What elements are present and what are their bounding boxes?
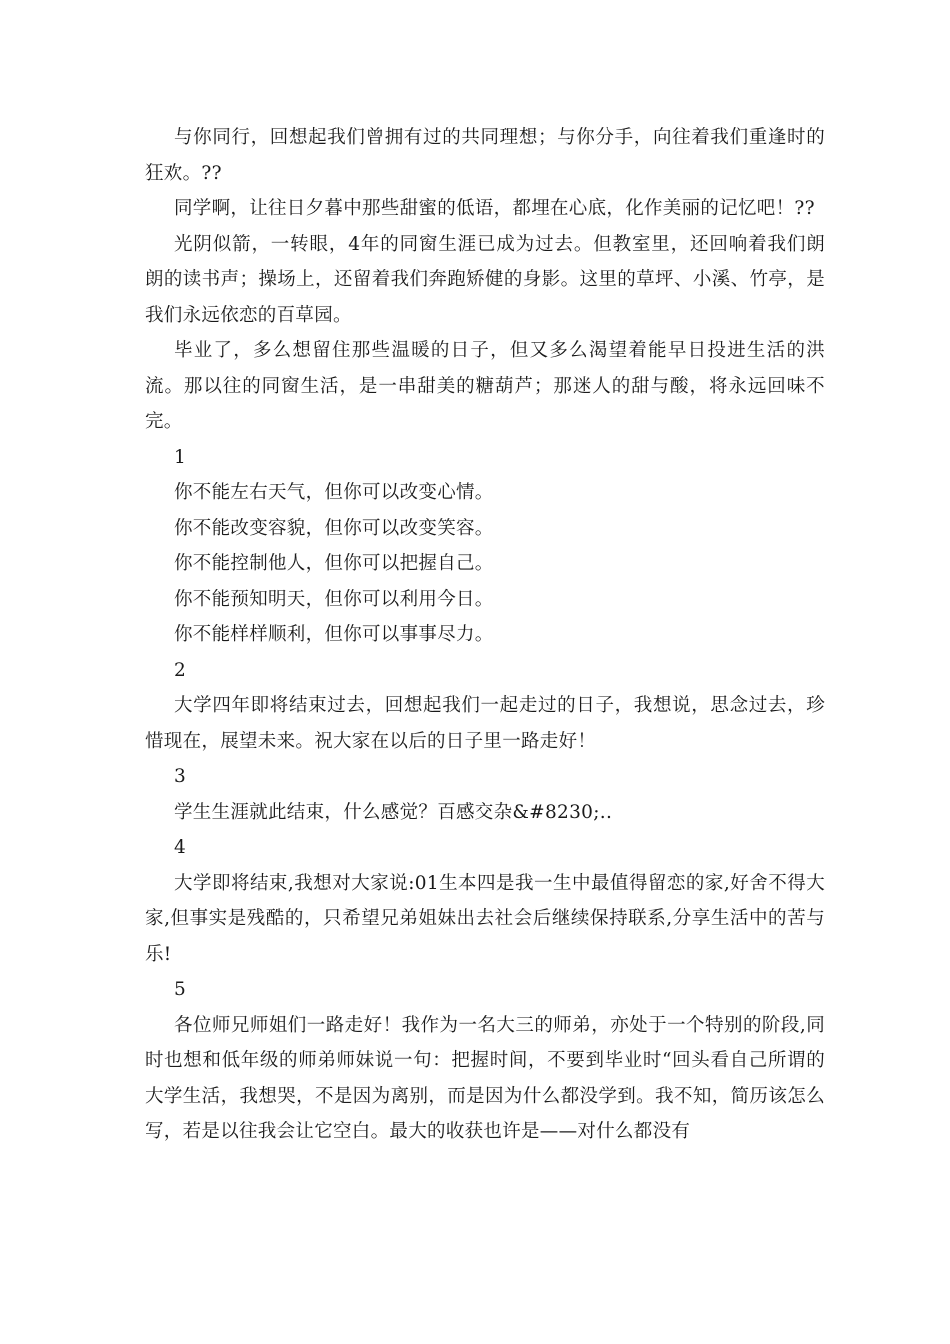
paragraph-10: 大学四年即将结束过去，回想起我们一起走过的日子，我想说，思念过去，珍惜现在，展望未来。祝大家在以后的日子里一路走好！ <box>145 695 825 752</box>
paragraph-8: 你不能预知明天，但你可以利用今日。 <box>174 588 494 610</box>
paragraph-3: 光阴似箭，一转眼，4年的同窗生涯已成为过去。但教室里，还回响着我们朗朗的读书声；操场上，还留着我们奔跑矫健的身影。这里的草坪、小溪、竹亭，是我们永远依恋的百草园。 <box>145 233 825 326</box>
section-number-3: 3 <box>174 766 187 787</box>
paragraph-11: 学生生涯就此结束，什么感觉？百感交杂&#8230;.. <box>174 801 613 823</box>
paragraph-1: 与你同行，回想起我们曾拥有过的共同理想；与你分手，向往着我们重逢时的狂欢。?? <box>145 127 825 184</box>
paragraph-2: 同学啊，让往日夕暮中那些甜蜜的低语，都埋在心底，化作美丽的记忆吧！?? <box>174 198 815 219</box>
paragraph-7: 你不能控制他人，但你可以把握自己。 <box>174 553 494 574</box>
paragraph-9: 你不能样样顺利，但你可以事事尽力。 <box>174 624 494 645</box>
section-number-4: 4 <box>174 837 187 858</box>
paragraph-12: 大学即将结束,我想对大家说:01生本四是我一生中最值得留恋的家,好舍不得大家,但事实是残酷的，只希望兄弟姐妹出去社会后继续保持联系,分享生活中的苦与乐! <box>145 872 825 965</box>
paragraph-13: 各位师兄师姐们一路走好！我作为一名大三的师弟，亦处于一个特别的阶段,同时也想和低年级的师弟师妹说一句：把握时间，不要到毕业时“回头看自己所谓的大学生活，我想哭，不是因为离别，而是因为什么都没学到。我不知，简历该怎么写，若是以往我会让它空白。最大的收获也许是——对什么都没有 <box>145 1014 825 1142</box>
paragraph-6: 你不能改变容貌，但你可以改变笑容。 <box>174 517 494 539</box>
section-number-1: 1 <box>174 446 187 468</box>
document-body <box>145 120 825 1150</box>
section-number-5: 5 <box>174 979 187 1000</box>
paragraph-4: 毕业了，多么想留住那些温暖的日子，但又多么渴望着能早日投进生活的洪流。那以往的同窗生活，是一串甜美的糖葫芦；那迷人的甜与酸，将永远回味不完。 <box>145 340 825 432</box>
section-number-2: 2 <box>174 659 187 681</box>
paragraph-5: 你不能左右天气，但你可以改变心情。 <box>174 482 494 503</box>
